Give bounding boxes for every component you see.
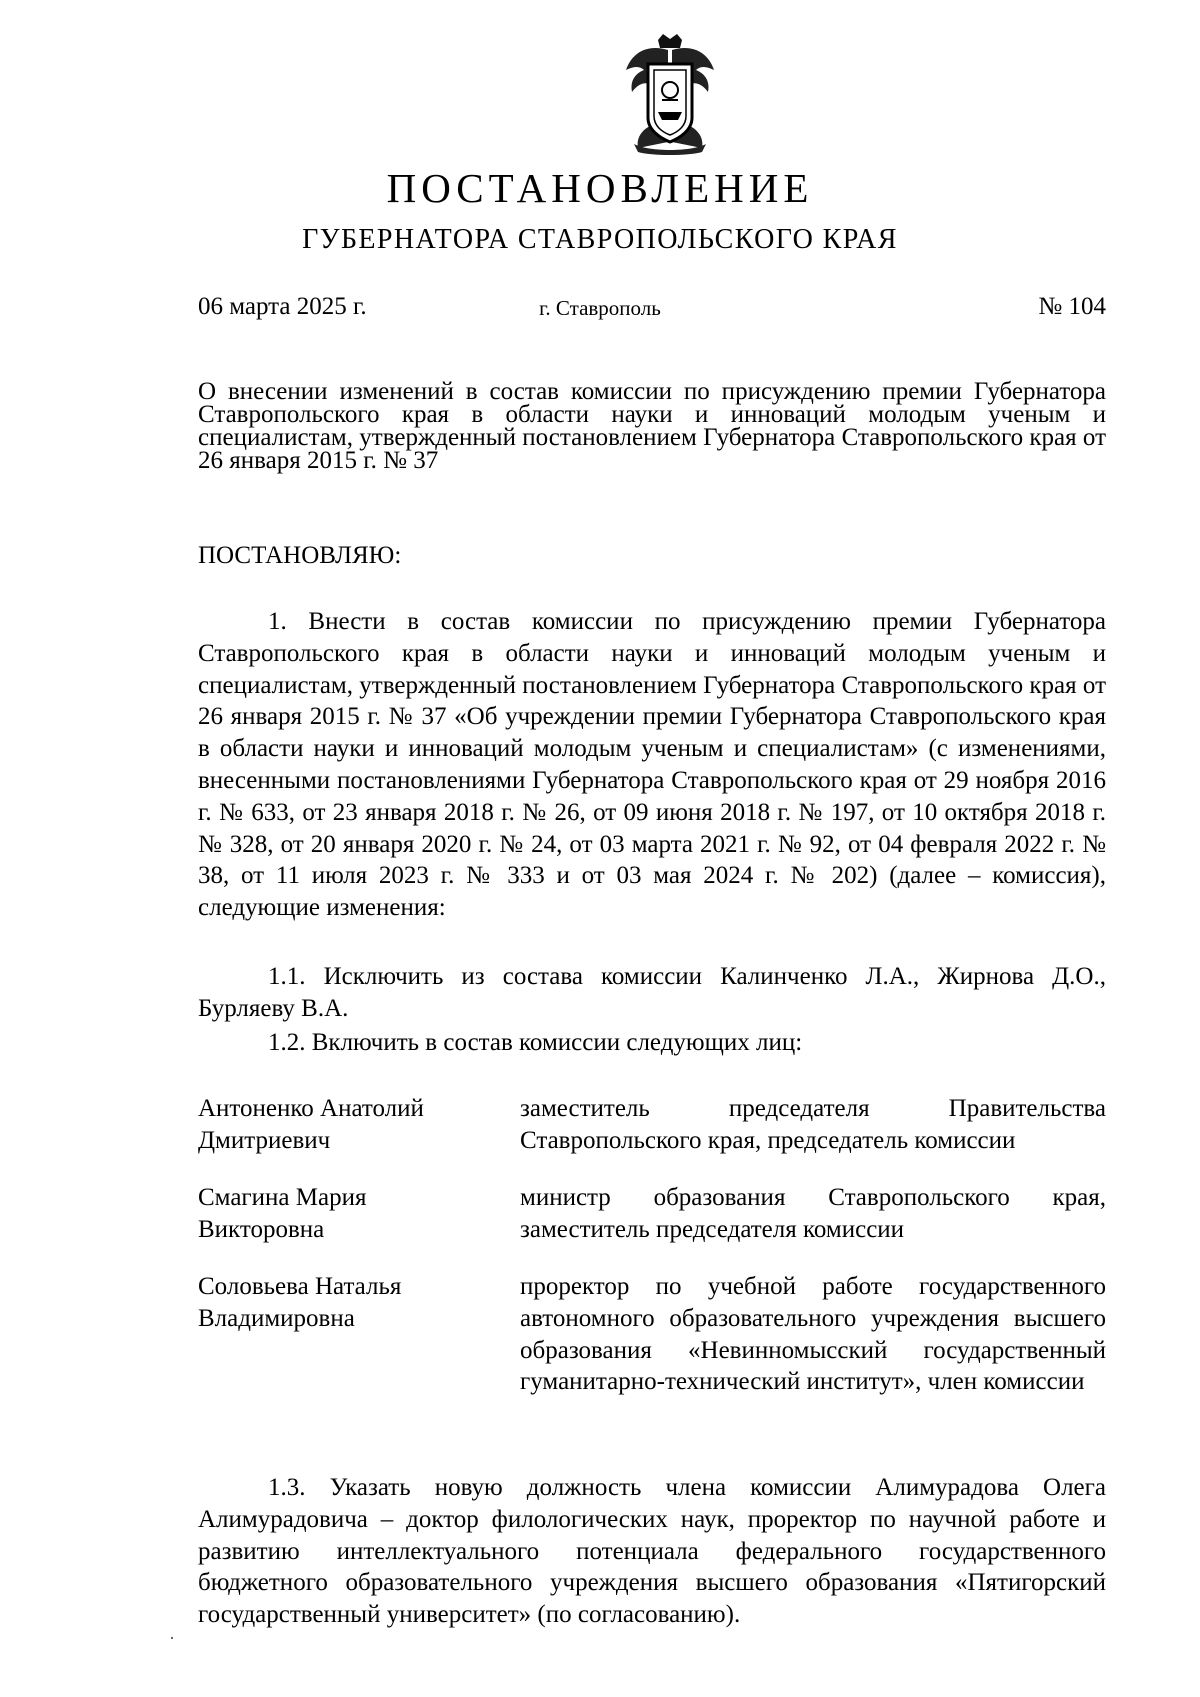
paragraph-item-1-3: 1.3. Указать новую должность члена комиссии Алимурадова Олега Алимурадовича – доктор филологических наук, проректор по научной работе и развитию интеллектуального потенциала федерального государственного бюджетного образовательного учреждения высшего образования «Пятигорский государственный университет» (по согласованию). (198, 1474, 1106, 1629)
member-surname-name: Антоненко Анатолий (198, 1095, 424, 1122)
scan-speck (171, 1637, 173, 1639)
member-surname-name: Соловьева Наталья (198, 1273, 402, 1300)
coat-of-arms-icon (618, 34, 722, 156)
paragraph-item-1: 1. Внести в состав комиссии по присуждению премии Губернатора Ставропольского края в области науки и инноваций молодым ученым и специалистам, утвержденный постановлением Губернатора Ставропольского края от 26 января 2015 г. № 37 «Об учреждении премии Губернатора Ставропольского края в области науки и инноваций молодым ученым и специалистам» (с изменениями, внесенными постановлениями Губернатора Ставропольского края от 29 ноября 2016 г. № 633, от 23 января 2018 г. № 26, от 09 июня 2018 г. № 197, от 10 октября 2018 г. № 328, от 20 января 2020 г. № 24, от 03 марта 2021 г. № 92, от 04 февраля 2022 г. № 38, от 11 июля 2023 г. № 333 и от 03 мая 2024 г. № 202) (далее – комиссия), следующие изменения: (198, 608, 1106, 922)
member-role: заместитель председателя Правительства Ставропольского края, председатель комиссии (520, 1095, 1106, 1154)
member-role: министр образования Ставропольского края, заместитель председателя комиссии (520, 1184, 1106, 1243)
issuing-authority: ГУБЕРНАТОРА СТАВРОПОЛЬСКОГО КРАЯ (302, 224, 898, 255)
member-surname-name: Смагина Мария (198, 1184, 367, 1211)
document-number: № 104 (1038, 293, 1106, 320)
decree-word: ПОСТАНОВЛЯЮ: (198, 542, 402, 569)
document-title: О внесении изменений в состав комиссии по присуждению премии Губернатора Ставропольского края в области науки и инноваций молодым ученым и специалистам, утвержденный постановлением Губернатора Ставропольского края от 26 января 2015 г. № 37 (198, 378, 1106, 474)
document-city: г. Ставрополь (539, 296, 661, 320)
member-name (198, 1093, 478, 1157)
paragraph-item-1-1: 1.1. Исключить из состава комиссии Калинченко Л.А., Жирнова Д.О., Бурляеву В.А. (198, 963, 1106, 1022)
member-role: проректор по учебной работе государственного автономного образовательного учреждения высшего образования «Невинномысский государственный гуманитарно-технический институт», член комиссии (520, 1273, 1106, 1396)
member-patronymic: Дмитриевич (198, 1126, 331, 1154)
member-name (198, 1271, 478, 1335)
member-patronymic: Владимировна (198, 1304, 355, 1332)
paragraph-item-1-2: 1.2. Включить в состав комиссии следующих лиц: (268, 1029, 803, 1056)
member-name (198, 1182, 478, 1246)
document-date: 06 марта 2025 г. (198, 293, 367, 320)
document-type-heading: ПОСТАНОВЛЕНИЕ (386, 165, 814, 211)
member-patronymic: Викторовна (198, 1215, 325, 1243)
